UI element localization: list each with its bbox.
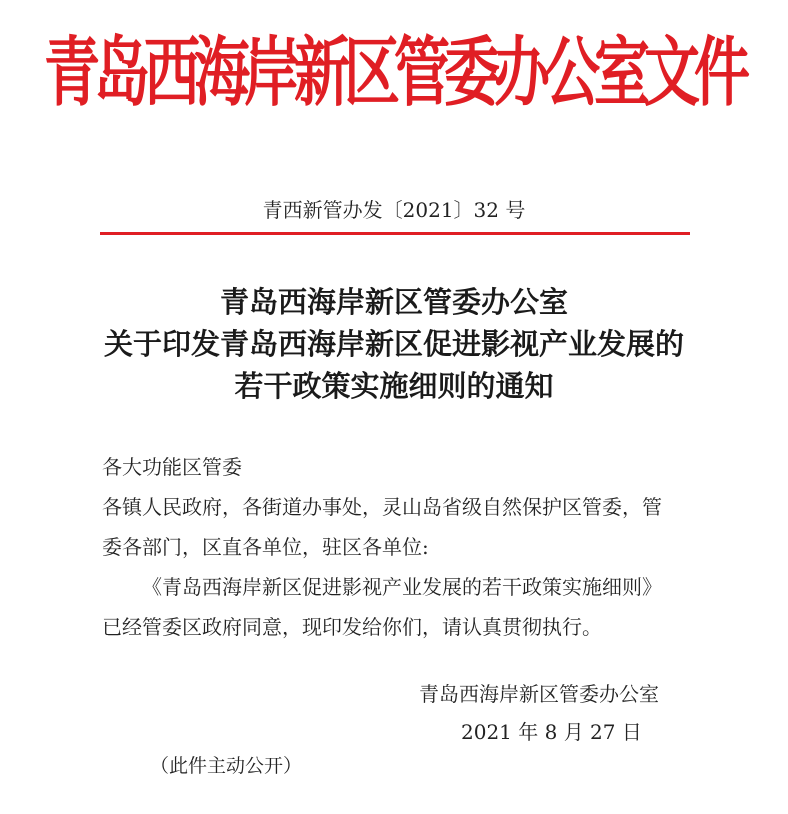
notice-title [0, 281, 788, 407]
red-divider-rule [100, 232, 690, 235]
recipients-line-3: 委各部门，区直各单位，驻区各单位: [102, 535, 429, 559]
recipients-line-2: 各镇人民政府，各街道办事处，灵山岛省级自然保护区管委，管 [102, 495, 662, 519]
body-paragraph-line-2: 已经管委区政府同意，现印发给你们，请认真贯彻执行。 [102, 615, 602, 639]
recipients-line-1: 各大功能区管委 [102, 455, 242, 479]
title-line-3: 若干政策实施细则的通知 [234, 369, 554, 403]
body-paragraph-line-1: 《青岛西海岸新区促进影视产业发展的若干政策实施细则》 [142, 575, 662, 599]
public-disclosure-note: （此件主动公开） [150, 755, 303, 777]
notice-body [102, 447, 702, 647]
title-line-1: 青岛西海岸新区管委办公室 [219, 285, 568, 319]
title-line-2: 关于印发青岛西海岸新区促进影视产业发展的 [103, 327, 684, 361]
signature-date: 2021 年 8 月 27 日 [461, 720, 642, 744]
document-masthead: 青岛西海岸新区管委办公室文件 [44, 28, 744, 118]
document-number: 青西新管办发〔2021〕32 号 [262, 198, 526, 222]
signature-organization: 青岛西海岸新区管委办公室 [419, 682, 659, 706]
